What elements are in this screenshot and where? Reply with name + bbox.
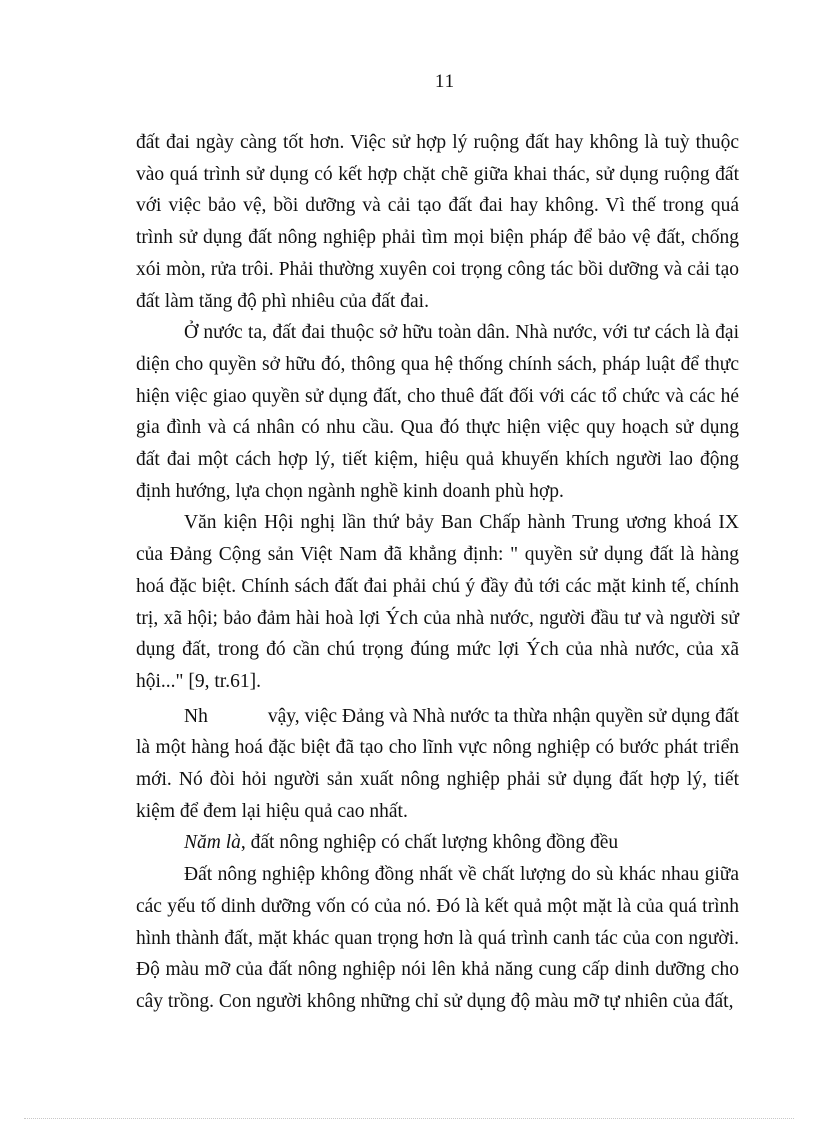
paragraph-special-commodity — [136, 701, 739, 828]
paragraph-lead-word: Nh — [184, 705, 208, 727]
paragraph-land-ownership: Ở nước ta, đất đai thuộc sở hữu toàn dân. Nhà nước, với tư cách là đại diện cho quyền sở hữu đó, thông qua hệ thống chính sách, pháp luật để thực hiện việc giao quyền sử dụng đất, cho thuê đất đối với các tổ chức và các hé gia đình và cá nhân có nhu cầu. Qua đó thực hiện việc quy hoạch sử dụng đất đai một cách hợp lý, tiết kiệm, hiệu quả khuyến khích người lao động định hướng, lựa chọn ngành nghề kinh doanh phù hợp. — [136, 322, 739, 502]
document-body — [136, 127, 739, 1018]
italic-lead: Năm là — [184, 832, 241, 854]
page-number: 11 — [434, 71, 456, 92]
paragraph-body: vậy, việc Đảng và Nhà nước ta thừa nhận quyền sử dụng đất là một hàng hoá đặc biệt đã tạo cho lĩnh vực nông nghiệp có bước phát triển mới. Nó đòi hỏi người sản xuất nông nghiệp phải sử dụng đất hợp lý, tiết kiệm để đem lại hiệu quả cao nhất. — [136, 705, 739, 822]
paragraph-soil-quality: Đất nông nghiệp không đồng nhất về chất lượng do sù khác nhau giữa các yếu tố dinh dưỡng vốn có của nó. Đó là kết quả một mặt là của quá trình hình thành đất, mặt khác quan trọng hơn là quá trình canh tác của con người. Độ màu mỡ của đất nông nghiệp nói lên khả năng cung cấp dinh dưỡng cho cây trồng. Con người không những chỉ sử dụng độ màu mỡ tự nhiên của đất, — [136, 864, 739, 1012]
paragraph-continuation: đất đai ngày càng tốt hơn. Việc sử hợp lý ruộng đất hay không là tuỳ thuộc vào quá trình sử dụng có kết hợp chặt chẽ giữa khai thác, sử dụng ruộng đất với việc bảo vệ, bồi dưỡng và cải tạo đất đai hay không. Vì thế trong quá trình sử dụng đất nông nghiệp phải tìm mọi biện pháp để bảo vệ đất, chống xói mòn, rửa trôi. Phải thường xuyên coi trọng công tác bồi dưỡng và cải tạo đất làm tăng độ phì nhiêu của đất đai. — [136, 132, 739, 312]
heading-rest: , đất nông nghiệp có chất lượng không đồng đều — [240, 832, 619, 854]
paragraph-party-resolution: Văn kiện Hội nghị lần thứ bảy Ban Chấp hành Trung ương khoá IX của Đảng Cộng sản Việt Nam đã khẳng định: " quyền sử dụng đất là hàng hoá đặc biệt. Chính sách đất đai phải chú ý đầy đủ tới các mặt kinh tế, chính trị, xã hội; bảo đảm hài hoà lợi Ých của nhà nước, người đầu tư và người sử dụng đất, trong đó cần chú trọng đúng mức lợi Ých của nhà nước, của xã hội..." [9, tr.61]. — [136, 512, 739, 692]
section-heading-fifth — [136, 827, 739, 859]
page-bottom-dotted-rule — [24, 1118, 794, 1119]
